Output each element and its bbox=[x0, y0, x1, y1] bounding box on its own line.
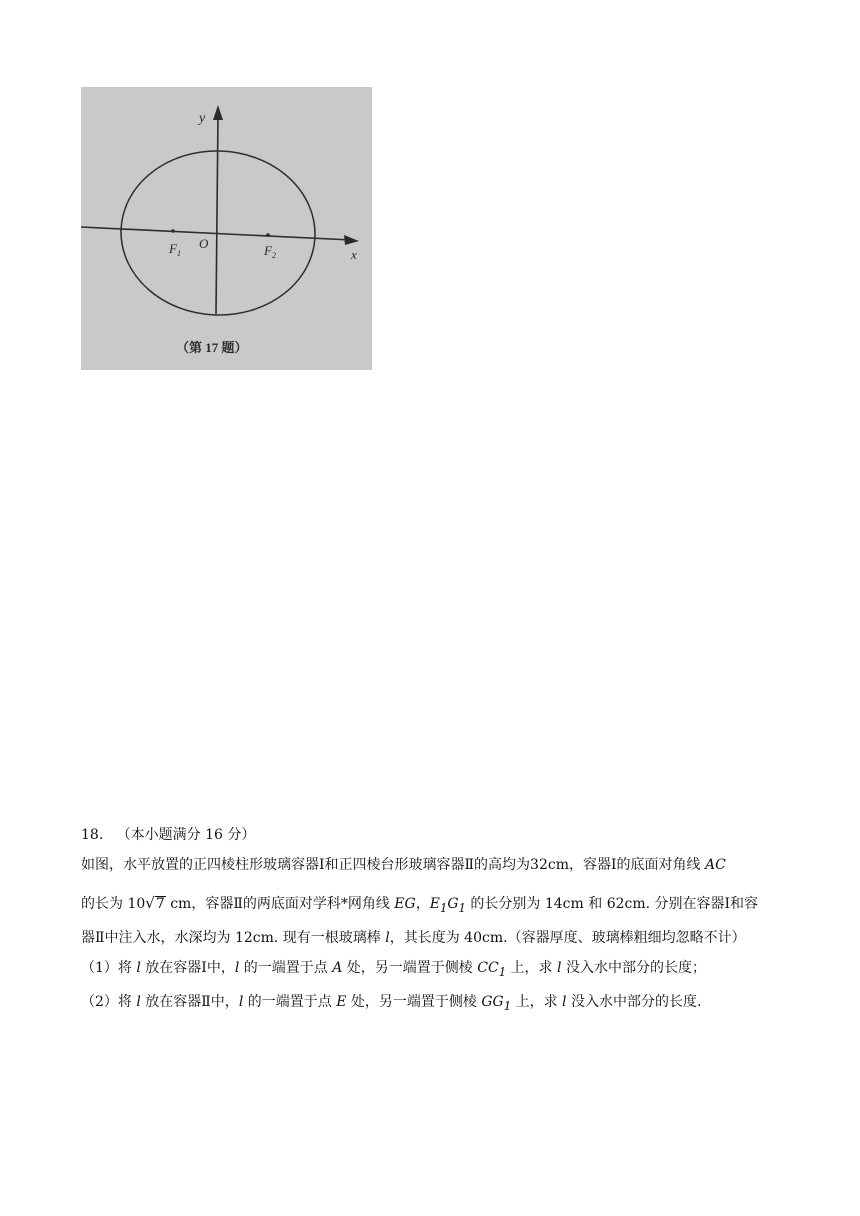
var-E1G1: $E_1G_1$ bbox=[429, 896, 466, 915]
ellipse-figure bbox=[81, 87, 372, 370]
figure-caption: （第 17 题） bbox=[176, 340, 248, 355]
var-AC: AC bbox=[704, 857, 726, 873]
question-number: 18. bbox=[81, 827, 104, 843]
ellipse-diagram bbox=[81, 87, 372, 370]
question-text-line-3: 器Ⅱ中注入水，水深均为 12cm. 现有一根玻璃棒 l，其长度为 40cm.（容器厚度、玻璃棒粗细均忽略不计） bbox=[81, 929, 746, 946]
question-18 bbox=[81, 820, 781, 1020]
origin-label: O bbox=[199, 236, 209, 251]
focus2-point bbox=[266, 233, 270, 237]
x-axis-arrow bbox=[344, 235, 359, 245]
y-axis-arrow bbox=[213, 105, 223, 120]
question-part-1: （1）将 l 放在容器Ⅰ中，l 的一端置于点 A 处，另一端置于侧棱 $CC_1$ 上，求 l 没入水中部分的长度； bbox=[81, 959, 706, 979]
y-axis bbox=[216, 115, 218, 314]
question-text-line-2: 的长为 10√7 cm，容器Ⅱ的两底面对学科*网角线 EG，$E_1G_1$ 的长分别为 14cm 和 62cm. 分别在容器Ⅰ和容 bbox=[81, 888, 781, 923]
focus1-point bbox=[171, 229, 175, 233]
question-part-2: （2）将 l 放在容器Ⅱ中，l 的一端置于点 E 处，另一端置于侧棱 $GG_1$ 上，求 l 没入水中部分的长度. bbox=[81, 993, 702, 1013]
question-header bbox=[81, 820, 781, 850]
y-axis-label: y bbox=[199, 111, 206, 126]
focus1-label: $F_1$ bbox=[169, 241, 181, 258]
question-score: （本小题满分 16 分） bbox=[116, 827, 256, 843]
question-text-line-1: 如图，水平放置的正四棱柱形玻璃容器Ⅰ和正四棱台形玻璃容器Ⅱ的高均为32cm，容器Ⅰ的底面对角线 AC bbox=[81, 857, 726, 873]
sqrt-expression: √7 bbox=[145, 894, 165, 912]
focus2-label: $F_2$ bbox=[264, 243, 276, 260]
var-EG: EG bbox=[394, 896, 416, 912]
x-axis-label: x bbox=[351, 247, 357, 262]
